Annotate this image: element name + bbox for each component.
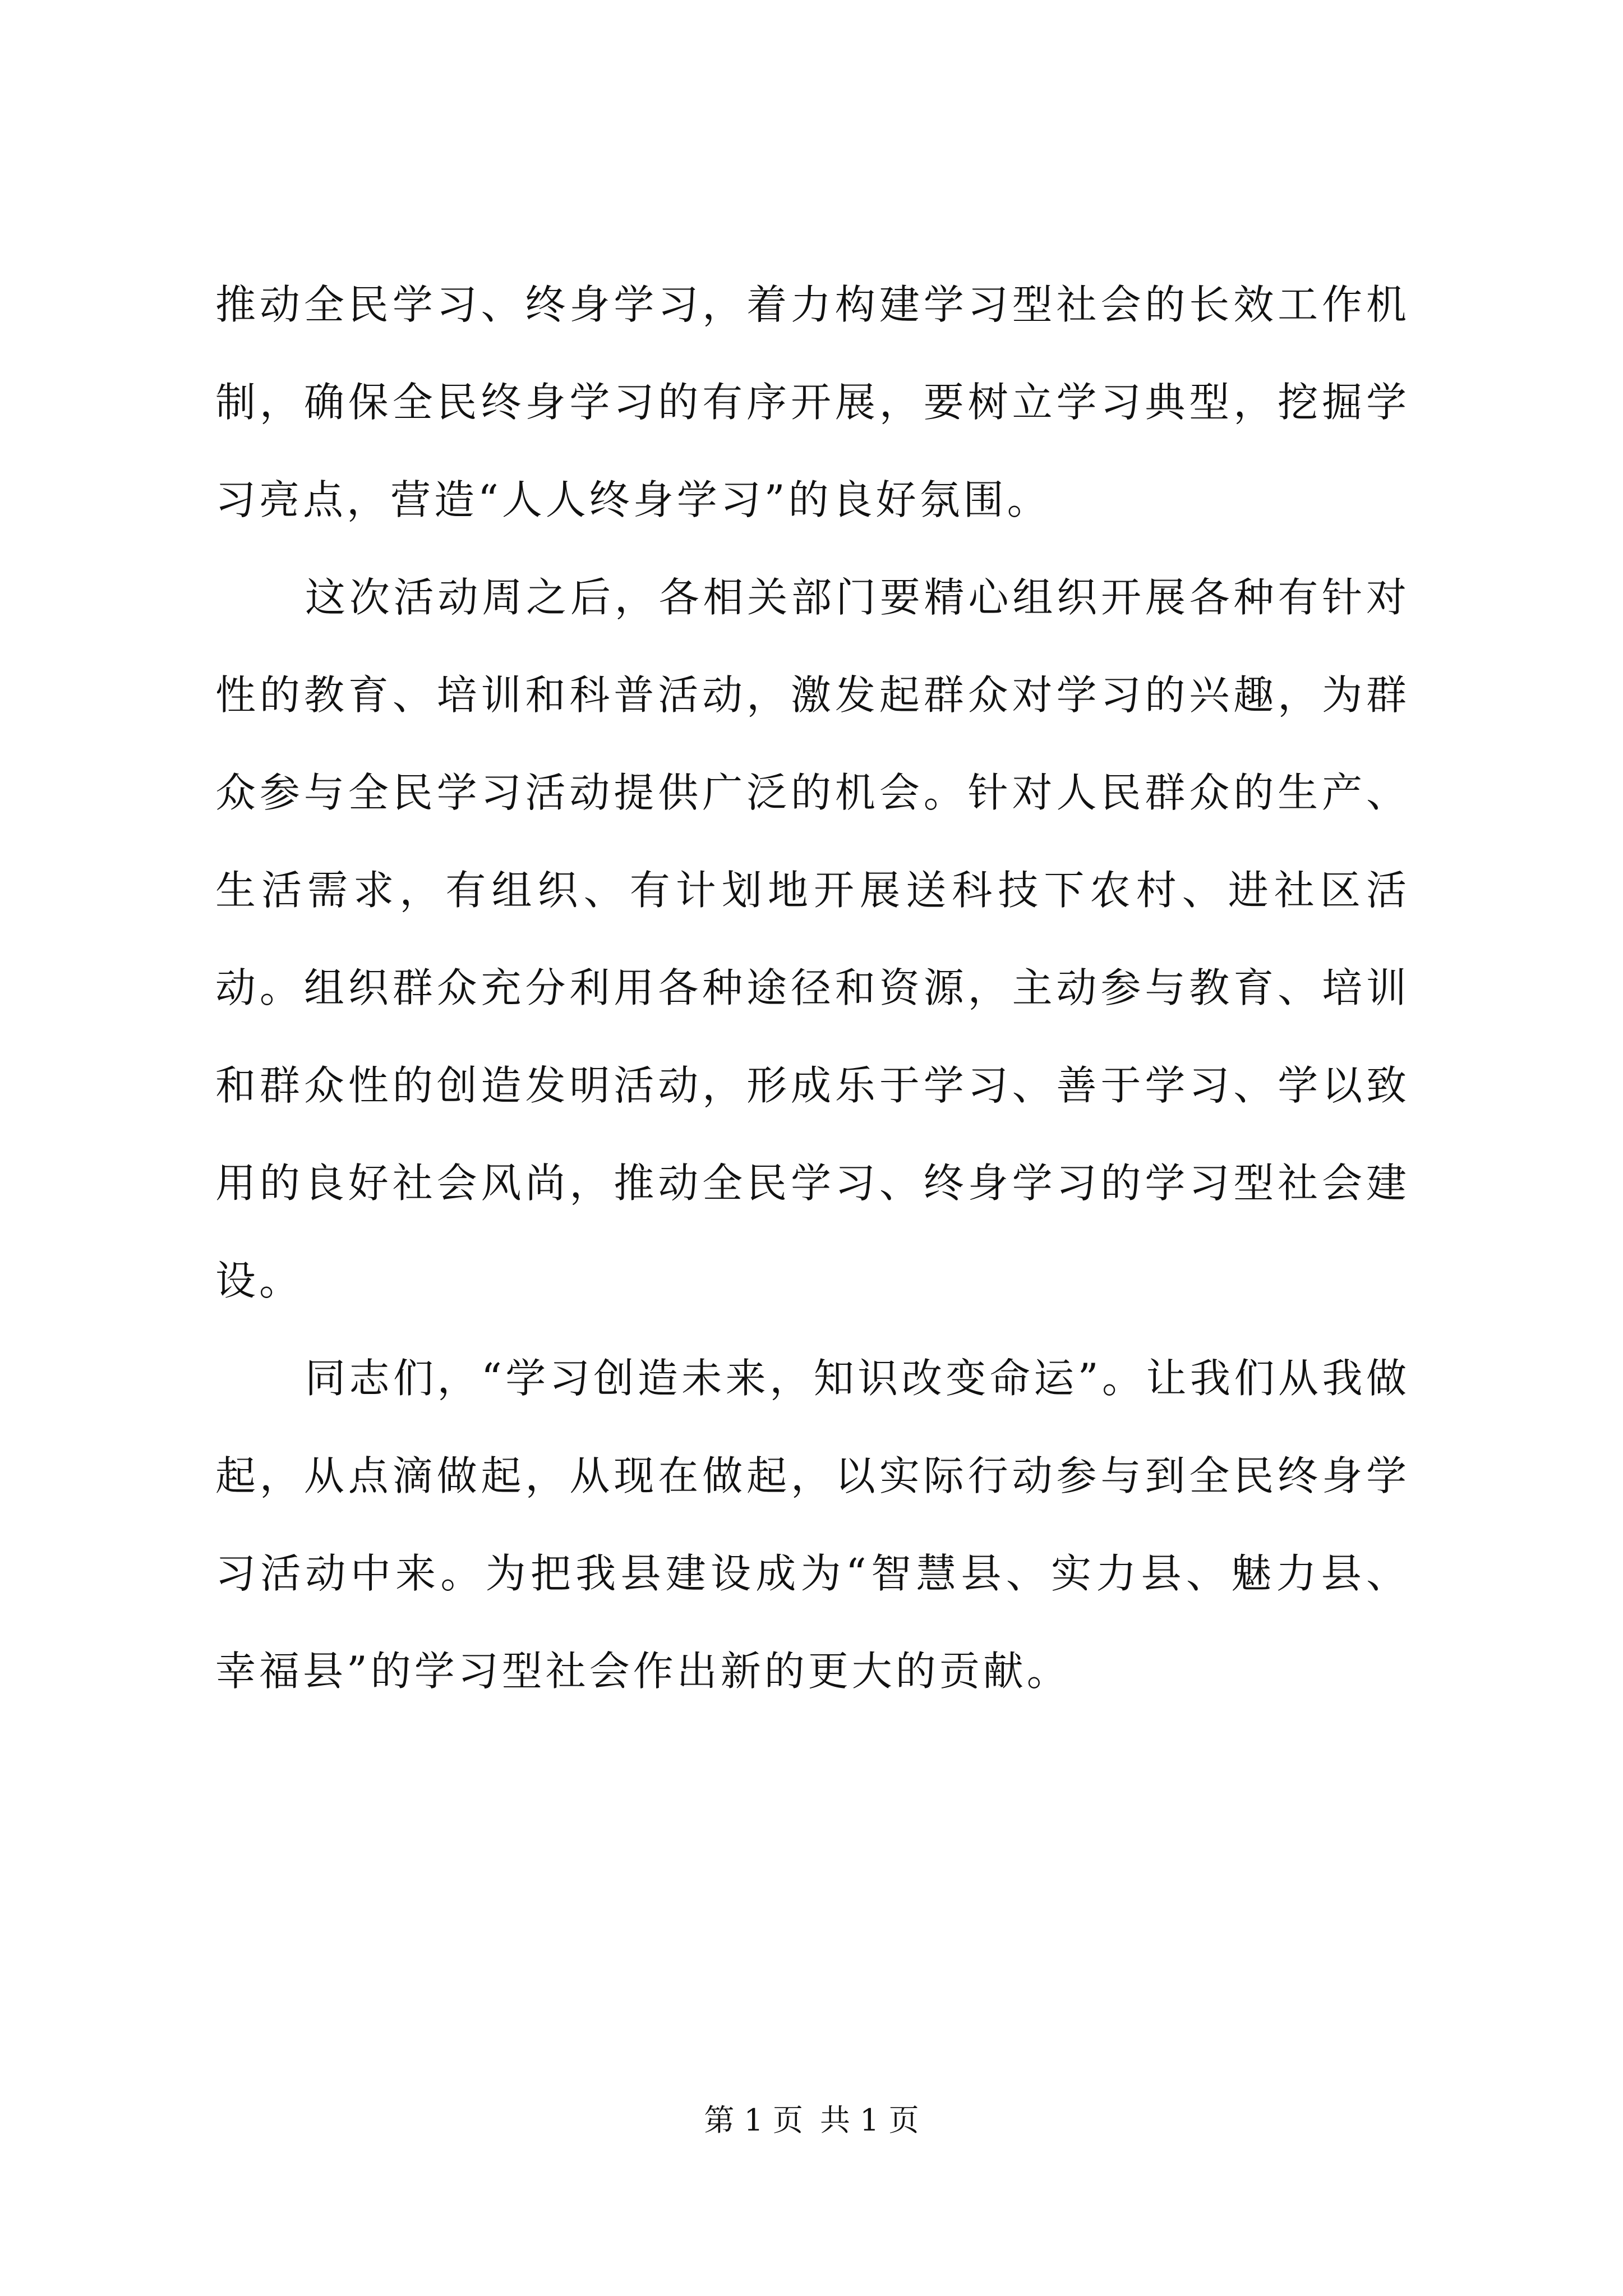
paragraph-continuation: 推动全民学习、终身学习，着力构建学习型社会的长效工作机制，确保全民终身学习的有序开展，要树立学习典型，挖掘学习亮点，营造“人人终身学习”的良好氛围。 bbox=[215, 281, 1410, 523]
paragraph: 同志们，“学习创造未来，知识改变命运”。让我们从我做起，从点滴做起，从现在做起，以实际行动参与到全民终身学习活动中来。为把我县建设成为“智慧县、实力县、魅力县、幸福县”的学习型社会作出新的更大的贡献。 bbox=[215, 1355, 1410, 1695]
page-footer bbox=[0, 2101, 1623, 2140]
paragraph: 这次活动周之后，各相关部门要精心组织开展各种有针对性的教育、培训和科普活动，激发起群众对学习的兴趣，为群众参与全民学习活动提供广泛的机会。针对人民群众的生产、生活需求，有组织、有计划地开展送科技下农村、进社区活动。组织群众充分利用各种途径和资源，主动参与教育、培训和群众性的创造发明活动，形成乐于学习、善于学习、学以致用的良好社会风尚，推动全民学习、终身学习的学习型社会建设。 bbox=[215, 574, 1410, 1304]
page-number: 第 1 页 bbox=[704, 2102, 803, 2138]
page-total: 共 1 页 bbox=[820, 2102, 919, 2138]
document-body bbox=[215, 256, 1410, 1720]
